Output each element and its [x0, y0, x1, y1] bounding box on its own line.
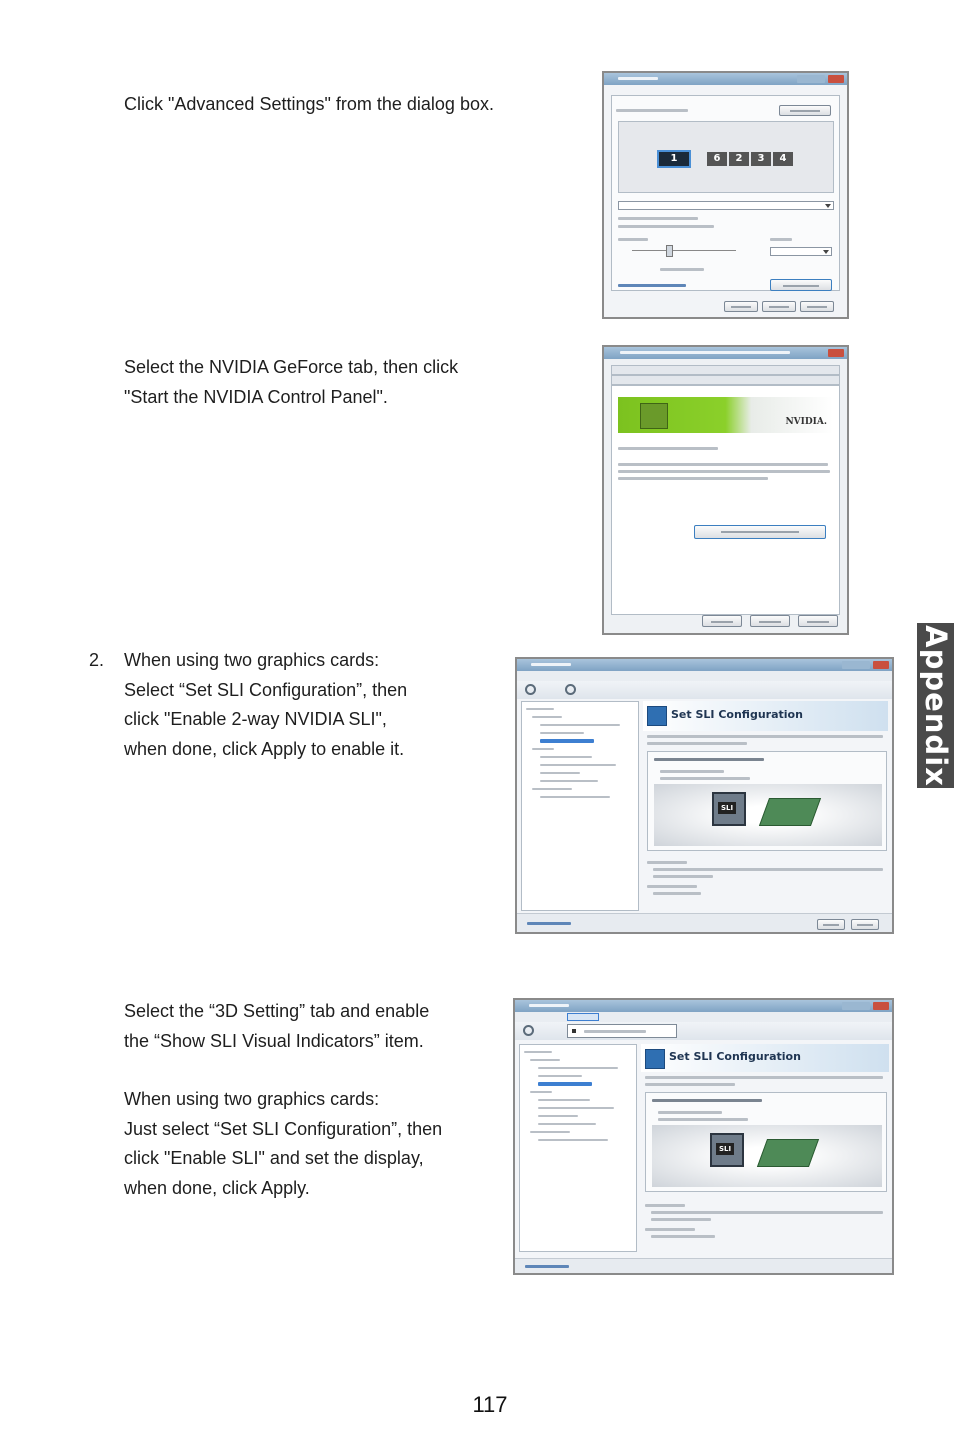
step-3d-setting — [124, 997, 429, 1056]
graphics-card-icon — [757, 1139, 819, 1167]
close-icon — [828, 75, 844, 83]
step-line: click "Enable 2-way NVIDIA SLI", — [124, 709, 387, 729]
step-nvidia-tab — [124, 353, 458, 412]
monitor-6: 6 — [707, 152, 727, 166]
page-number: 117 — [472, 1392, 508, 1417]
advanced-settings-button — [770, 279, 832, 291]
step-sli-config — [124, 646, 407, 764]
3d-settings-dropdown-menu — [567, 1024, 677, 1038]
forward-icon — [565, 684, 576, 695]
back-icon — [523, 1025, 534, 1036]
window-titlebar — [517, 659, 892, 671]
window-titlebar — [604, 347, 847, 359]
monitor-1: 1 — [657, 150, 691, 168]
task-tree — [521, 701, 639, 911]
step-number: 2. — [89, 650, 105, 670]
close-icon — [873, 1002, 889, 1010]
step-line: when done, click Apply to enable it. — [124, 738, 405, 759]
monitor-arrangement-area — [618, 121, 834, 193]
step-line: Click "Advanced Settings" from the dialog box. — [124, 94, 494, 114]
sli-config-icon — [647, 706, 667, 726]
step-line: the “Show SLI Visual Indicators” item. — [124, 1030, 424, 1051]
close-icon — [873, 661, 889, 669]
start-nvidia-control-panel-button — [694, 525, 826, 539]
nvidia-chip-icon — [640, 403, 668, 429]
sli-config-title: Set SLI Configuration — [671, 708, 803, 721]
sli-illustration — [652, 1125, 882, 1187]
sli-config-icon — [645, 1049, 665, 1069]
step-line: When using two graphics cards: — [124, 1089, 380, 1109]
step-line: "Start the NVIDIA Control Panel". — [124, 386, 388, 407]
window-titlebar — [515, 1000, 892, 1012]
sli-illustration — [654, 784, 882, 846]
sli-config-screenshot-1 — [515, 657, 894, 934]
step-sli-just-select — [124, 1085, 442, 1203]
step-line: Select the NVIDIA GeForce tab, then click — [124, 357, 459, 377]
step-line: Select the “3D Setting” tab and enable — [124, 1001, 430, 1021]
monitor-2: 2 — [729, 152, 749, 166]
sli-badge: SLI — [716, 1143, 734, 1155]
monitor-4: 4 — [773, 152, 793, 166]
sli-config-title: Set SLI Configuration — [669, 1050, 801, 1063]
back-icon — [525, 684, 536, 695]
step-line: Select “Set SLI Configuration”, then — [124, 679, 408, 700]
sli-badge: SLI — [718, 802, 736, 814]
side-tab-label: Appendix — [918, 624, 953, 787]
step-line: click "Enable SLI" and set the display, — [124, 1148, 424, 1168]
monitor-icon — [712, 792, 746, 826]
step-advanced-settings — [124, 90, 494, 120]
step-line: when done, click Apply. — [124, 1177, 310, 1198]
close-icon — [828, 349, 844, 357]
display-settings-screenshot — [602, 71, 849, 319]
sli-config-screenshot-2 — [513, 998, 894, 1275]
task-tree — [519, 1044, 637, 1252]
monitor-icon — [710, 1133, 744, 1167]
step-line: Just select “Set SLI Configuration”, then — [124, 1118, 443, 1139]
monitor-3: 3 — [751, 152, 771, 166]
step-line: When using two graphics cards: — [124, 650, 380, 670]
appendix-side-tab — [917, 623, 954, 788]
nvidia-logo: NVIDIA. — [785, 417, 827, 427]
nvidia-properties-screenshot — [602, 345, 849, 635]
window-titlebar — [604, 73, 847, 85]
nvidia-banner — [618, 397, 833, 433]
graphics-card-icon — [759, 798, 821, 826]
